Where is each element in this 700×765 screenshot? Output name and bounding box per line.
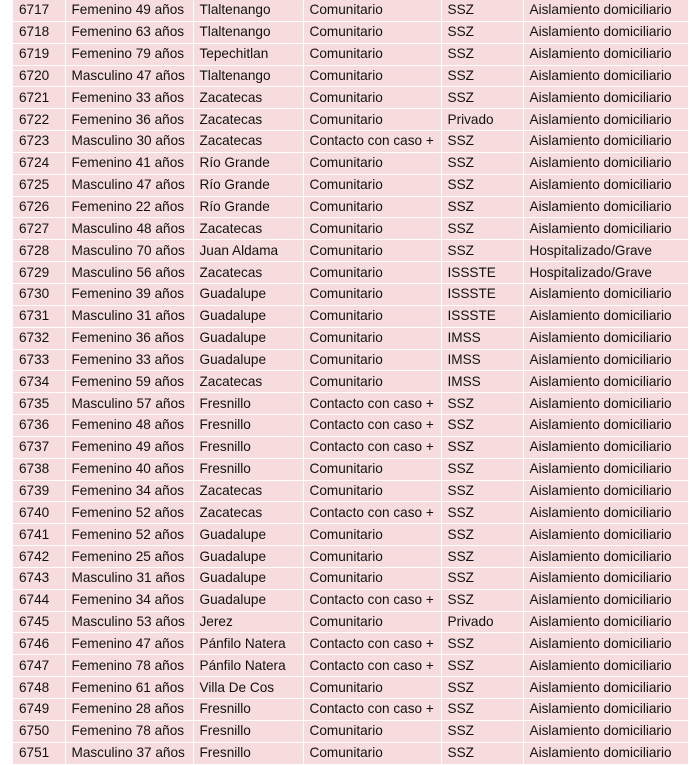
institution-cell: SSZ: [441, 174, 523, 196]
municipality-cell: Pánfilo Natera: [193, 655, 303, 677]
transmission-cell: Comunitario: [303, 720, 441, 742]
status-cell: Aislamiento domiciliario: [523, 131, 688, 153]
municipality-cell: Pánfilo Natera: [193, 633, 303, 655]
status-cell: Aislamiento domiciliario: [523, 43, 688, 65]
table-row: [13, 677, 688, 699]
case-id-cell: 6748: [13, 677, 65, 699]
municipality-cell: Fresnillo: [193, 436, 303, 458]
table-row: [13, 436, 688, 458]
table-row: [13, 218, 688, 240]
sex-age-cell: Femenino 34 años: [65, 589, 193, 611]
status-cell: Aislamiento domiciliario: [523, 0, 688, 21]
transmission-cell: Contacto con caso +: [303, 633, 441, 655]
transmission-cell: Comunitario: [303, 546, 441, 568]
institution-cell: SSZ: [441, 65, 523, 87]
sex-age-cell: Femenino 39 años: [65, 283, 193, 305]
table-row: [13, 371, 688, 393]
status-cell: Aislamiento domiciliario: [523, 546, 688, 568]
institution-cell: SSZ: [441, 742, 523, 764]
sex-age-cell: Masculino 47 años: [65, 174, 193, 196]
status-cell: Hospitalizado/Grave: [523, 262, 688, 284]
municipality-cell: Guadalupe: [193, 349, 303, 371]
case-table: [13, 0, 688, 765]
status-cell: Aislamiento domiciliario: [523, 349, 688, 371]
case-id-cell: 6731: [13, 305, 65, 327]
table-row: [13, 567, 688, 589]
institution-cell: SSZ: [441, 131, 523, 153]
sex-age-cell: Masculino 31 años: [65, 305, 193, 327]
table-row: [13, 633, 688, 655]
case-id-cell: 6723: [13, 131, 65, 153]
institution-cell: SSZ: [441, 458, 523, 480]
case-table-body: [13, 0, 688, 764]
case-id-cell: 6749: [13, 699, 65, 721]
case-id-cell: 6733: [13, 349, 65, 371]
municipality-cell: Zacatecas: [193, 502, 303, 524]
institution-cell: SSZ: [441, 480, 523, 502]
sex-age-cell: Femenino 79 años: [65, 43, 193, 65]
institution-cell: SSZ: [441, 546, 523, 568]
transmission-cell: Comunitario: [303, 87, 441, 109]
transmission-cell: Contacto con caso +: [303, 393, 441, 415]
case-id-cell: 6730: [13, 283, 65, 305]
sex-age-cell: Masculino 47 años: [65, 65, 193, 87]
municipality-cell: Fresnillo: [193, 699, 303, 721]
table-row: [13, 524, 688, 546]
transmission-cell: Contacto con caso +: [303, 589, 441, 611]
transmission-cell: Comunitario: [303, 349, 441, 371]
table-row: [13, 43, 688, 65]
sex-age-cell: Femenino 33 años: [65, 87, 193, 109]
municipality-cell: Tlaltenango: [193, 21, 303, 43]
institution-cell: ISSSTE: [441, 283, 523, 305]
table-row: [13, 283, 688, 305]
municipality-cell: Río Grande: [193, 174, 303, 196]
status-cell: Aislamiento domiciliario: [523, 65, 688, 87]
status-cell: Aislamiento domiciliario: [523, 415, 688, 437]
sex-age-cell: Femenino 25 años: [65, 546, 193, 568]
table-row: [13, 480, 688, 502]
case-id-cell: 6737: [13, 436, 65, 458]
status-cell: Aislamiento domiciliario: [523, 174, 688, 196]
municipality-cell: Fresnillo: [193, 458, 303, 480]
institution-cell: SSZ: [441, 240, 523, 262]
status-cell: Aislamiento domiciliario: [523, 611, 688, 633]
institution-cell: SSZ: [441, 720, 523, 742]
institution-cell: ISSSTE: [441, 305, 523, 327]
transmission-cell: Comunitario: [303, 218, 441, 240]
table-row: [13, 196, 688, 218]
institution-cell: SSZ: [441, 415, 523, 437]
institution-cell: SSZ: [441, 393, 523, 415]
municipality-cell: Tlaltenango: [193, 65, 303, 87]
municipality-cell: Zacatecas: [193, 480, 303, 502]
sex-age-cell: Masculino 70 años: [65, 240, 193, 262]
case-id-cell: 6724: [13, 152, 65, 174]
sex-age-cell: Femenino 34 años: [65, 480, 193, 502]
sex-age-cell: Masculino 53 años: [65, 611, 193, 633]
case-id-cell: 6721: [13, 87, 65, 109]
status-cell: Aislamiento domiciliario: [523, 21, 688, 43]
case-id-cell: 6739: [13, 480, 65, 502]
sex-age-cell: Femenino 63 años: [65, 21, 193, 43]
table-row: [13, 262, 688, 284]
municipality-cell: Tepechitlan: [193, 43, 303, 65]
transmission-cell: Contacto con caso +: [303, 699, 441, 721]
municipality-cell: Guadalupe: [193, 305, 303, 327]
municipality-cell: Zacatecas: [193, 262, 303, 284]
sex-age-cell: Femenino 49 años: [65, 436, 193, 458]
transmission-cell: Comunitario: [303, 677, 441, 699]
table-row: [13, 720, 688, 742]
transmission-cell: Comunitario: [303, 262, 441, 284]
sex-age-cell: Femenino 52 años: [65, 524, 193, 546]
institution-cell: SSZ: [441, 655, 523, 677]
case-id-cell: 6720: [13, 65, 65, 87]
status-cell: Hospitalizado/Grave: [523, 240, 688, 262]
case-id-cell: 6722: [13, 109, 65, 131]
case-id-cell: 6719: [13, 43, 65, 65]
municipality-cell: Villa De Cos: [193, 677, 303, 699]
transmission-cell: Comunitario: [303, 371, 441, 393]
institution-cell: SSZ: [441, 524, 523, 546]
municipality-cell: Fresnillo: [193, 742, 303, 764]
transmission-cell: Comunitario: [303, 480, 441, 502]
institution-cell: IMSS: [441, 327, 523, 349]
institution-cell: IMSS: [441, 371, 523, 393]
transmission-cell: Comunitario: [303, 611, 441, 633]
transmission-cell: Comunitario: [303, 109, 441, 131]
status-cell: Aislamiento domiciliario: [523, 393, 688, 415]
municipality-cell: Juan Aldama: [193, 240, 303, 262]
municipality-cell: Zacatecas: [193, 87, 303, 109]
institution-cell: SSZ: [441, 43, 523, 65]
table-row: [13, 65, 688, 87]
status-cell: Aislamiento domiciliario: [523, 655, 688, 677]
status-cell: Aislamiento domiciliario: [523, 720, 688, 742]
case-id-cell: 6751: [13, 742, 65, 764]
institution-cell: SSZ: [441, 436, 523, 458]
sex-age-cell: Femenino 36 años: [65, 109, 193, 131]
sex-age-cell: Masculino 57 años: [65, 393, 193, 415]
transmission-cell: Comunitario: [303, 65, 441, 87]
institution-cell: SSZ: [441, 502, 523, 524]
table-row: [13, 393, 688, 415]
status-cell: Aislamiento domiciliario: [523, 567, 688, 589]
institution-cell: SSZ: [441, 589, 523, 611]
table-row: [13, 458, 688, 480]
transmission-cell: Comunitario: [303, 43, 441, 65]
transmission-cell: Comunitario: [303, 240, 441, 262]
table-row: [13, 546, 688, 568]
table-row: [13, 87, 688, 109]
table-row: [13, 611, 688, 633]
status-cell: Aislamiento domiciliario: [523, 283, 688, 305]
institution-cell: SSZ: [441, 152, 523, 174]
transmission-cell: Comunitario: [303, 742, 441, 764]
sex-age-cell: Femenino 78 años: [65, 720, 193, 742]
municipality-cell: Guadalupe: [193, 589, 303, 611]
municipality-cell: Guadalupe: [193, 283, 303, 305]
status-cell: Aislamiento domiciliario: [523, 677, 688, 699]
transmission-cell: Contacto con caso +: [303, 436, 441, 458]
sex-age-cell: Femenino 40 años: [65, 458, 193, 480]
municipality-cell: Fresnillo: [193, 415, 303, 437]
table-row: [13, 21, 688, 43]
sex-age-cell: Femenino 59 años: [65, 371, 193, 393]
case-id-cell: 6735: [13, 393, 65, 415]
status-cell: Aislamiento domiciliario: [523, 436, 688, 458]
municipality-cell: Guadalupe: [193, 567, 303, 589]
institution-cell: Privado: [441, 611, 523, 633]
table-row: [13, 131, 688, 153]
table-row: [13, 305, 688, 327]
table-row: [13, 415, 688, 437]
table-row: [13, 327, 688, 349]
transmission-cell: Comunitario: [303, 524, 441, 546]
case-id-cell: 6717: [13, 0, 65, 21]
transmission-cell: Comunitario: [303, 567, 441, 589]
status-cell: Aislamiento domiciliario: [523, 589, 688, 611]
municipality-cell: Río Grande: [193, 152, 303, 174]
sex-age-cell: Femenino 61 años: [65, 677, 193, 699]
status-cell: Aislamiento domiciliario: [523, 524, 688, 546]
transmission-cell: Comunitario: [303, 0, 441, 21]
sex-age-cell: Masculino 30 años: [65, 131, 193, 153]
status-cell: Aislamiento domiciliario: [523, 458, 688, 480]
sex-age-cell: Masculino 48 años: [65, 218, 193, 240]
case-id-cell: 6740: [13, 502, 65, 524]
table-row: [13, 240, 688, 262]
institution-cell: SSZ: [441, 567, 523, 589]
transmission-cell: Comunitario: [303, 21, 441, 43]
municipality-cell: Zacatecas: [193, 218, 303, 240]
table-row: [13, 742, 688, 764]
institution-cell: SSZ: [441, 87, 523, 109]
case-id-cell: 6742: [13, 546, 65, 568]
municipality-cell: Jerez: [193, 611, 303, 633]
case-id-cell: 6750: [13, 720, 65, 742]
case-id-cell: 6747: [13, 655, 65, 677]
institution-cell: SSZ: [441, 633, 523, 655]
municipality-cell: Río Grande: [193, 196, 303, 218]
case-id-cell: 6734: [13, 371, 65, 393]
case-id-cell: 6738: [13, 458, 65, 480]
municipality-cell: Zacatecas: [193, 109, 303, 131]
case-id-cell: 6736: [13, 415, 65, 437]
case-table-container: [13, 0, 688, 765]
institution-cell: IMSS: [441, 349, 523, 371]
institution-cell: ISSSTE: [441, 262, 523, 284]
institution-cell: SSZ: [441, 699, 523, 721]
status-cell: Aislamiento domiciliario: [523, 633, 688, 655]
institution-cell: SSZ: [441, 21, 523, 43]
sex-age-cell: Femenino 47 años: [65, 633, 193, 655]
sex-age-cell: Femenino 22 años: [65, 196, 193, 218]
table-row: [13, 174, 688, 196]
municipality-cell: Guadalupe: [193, 327, 303, 349]
case-id-cell: 6718: [13, 21, 65, 43]
table-row: [13, 699, 688, 721]
status-cell: Aislamiento domiciliario: [523, 327, 688, 349]
transmission-cell: Comunitario: [303, 174, 441, 196]
transmission-cell: Contacto con caso +: [303, 415, 441, 437]
case-id-cell: 6745: [13, 611, 65, 633]
municipality-cell: Guadalupe: [193, 524, 303, 546]
institution-cell: SSZ: [441, 677, 523, 699]
case-id-cell: 6729: [13, 262, 65, 284]
status-cell: Aislamiento domiciliario: [523, 87, 688, 109]
municipality-cell: Fresnillo: [193, 393, 303, 415]
institution-cell: SSZ: [441, 196, 523, 218]
status-cell: Aislamiento domiciliario: [523, 152, 688, 174]
status-cell: Aislamiento domiciliario: [523, 305, 688, 327]
municipality-cell: Tlaltenango: [193, 0, 303, 21]
transmission-cell: Comunitario: [303, 283, 441, 305]
transmission-cell: Contacto con caso +: [303, 131, 441, 153]
case-id-cell: 6727: [13, 218, 65, 240]
sex-age-cell: Femenino 28 años: [65, 699, 193, 721]
municipality-cell: Fresnillo: [193, 720, 303, 742]
transmission-cell: Comunitario: [303, 327, 441, 349]
sex-age-cell: Masculino 37 años: [65, 742, 193, 764]
table-row: [13, 502, 688, 524]
table-row: [13, 349, 688, 371]
institution-cell: SSZ: [441, 218, 523, 240]
sex-age-cell: Masculino 31 años: [65, 567, 193, 589]
case-id-cell: 6728: [13, 240, 65, 262]
table-row: [13, 109, 688, 131]
case-id-cell: 6741: [13, 524, 65, 546]
sex-age-cell: Femenino 41 años: [65, 152, 193, 174]
case-id-cell: 6743: [13, 567, 65, 589]
institution-cell: Privado: [441, 109, 523, 131]
case-id-cell: 6732: [13, 327, 65, 349]
transmission-cell: Contacto con caso +: [303, 655, 441, 677]
transmission-cell: Comunitario: [303, 196, 441, 218]
transmission-cell: Comunitario: [303, 305, 441, 327]
sex-age-cell: Masculino 56 años: [65, 262, 193, 284]
status-cell: Aislamiento domiciliario: [523, 480, 688, 502]
municipality-cell: Zacatecas: [193, 371, 303, 393]
municipality-cell: Zacatecas: [193, 131, 303, 153]
status-cell: Aislamiento domiciliario: [523, 699, 688, 721]
status-cell: Aislamiento domiciliario: [523, 502, 688, 524]
sex-age-cell: Femenino 48 años: [65, 415, 193, 437]
table-row: [13, 152, 688, 174]
transmission-cell: Contacto con caso +: [303, 502, 441, 524]
case-id-cell: 6744: [13, 589, 65, 611]
status-cell: Aislamiento domiciliario: [523, 742, 688, 764]
status-cell: Aislamiento domiciliario: [523, 371, 688, 393]
status-cell: Aislamiento domiciliario: [523, 218, 688, 240]
case-id-cell: 6746: [13, 633, 65, 655]
sex-age-cell: Femenino 33 años: [65, 349, 193, 371]
transmission-cell: Comunitario: [303, 458, 441, 480]
transmission-cell: Comunitario: [303, 152, 441, 174]
case-id-cell: 6725: [13, 174, 65, 196]
status-cell: Aislamiento domiciliario: [523, 196, 688, 218]
status-cell: Aislamiento domiciliario: [523, 109, 688, 131]
sex-age-cell: Femenino 52 años: [65, 502, 193, 524]
institution-cell: SSZ: [441, 0, 523, 21]
case-id-cell: 6726: [13, 196, 65, 218]
sex-age-cell: Femenino 78 años: [65, 655, 193, 677]
table-row: [13, 655, 688, 677]
municipality-cell: Guadalupe: [193, 546, 303, 568]
sex-age-cell: Femenino 36 años: [65, 327, 193, 349]
table-row: [13, 589, 688, 611]
table-row: [13, 0, 688, 21]
sex-age-cell: Femenino 49 años: [65, 0, 193, 21]
